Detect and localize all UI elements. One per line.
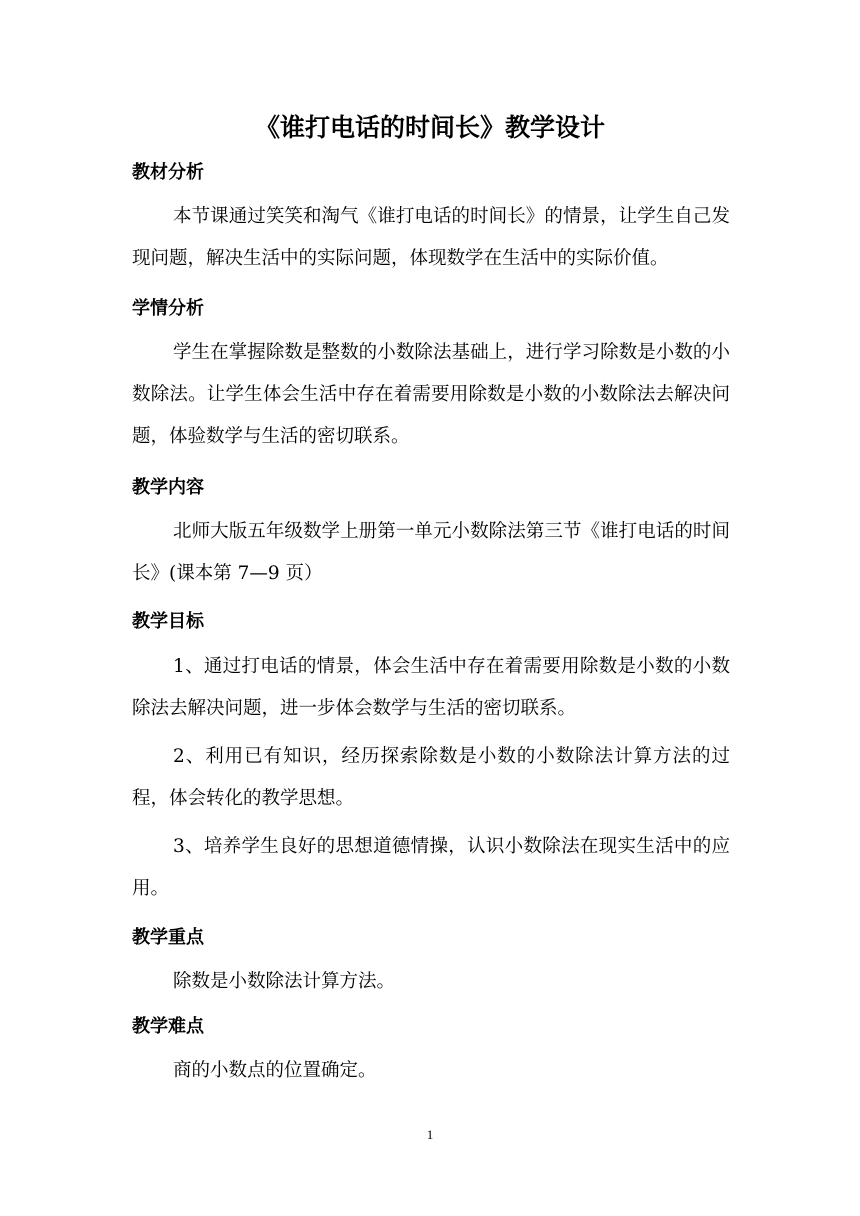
- section-heading-teaching-objectives: 教学目标: [132, 611, 204, 632]
- paragraph-difficult-points: 商的小数点的位置确定。: [173, 1060, 377, 1081]
- section-heading-materials-analysis: 教材分析: [132, 162, 204, 183]
- paragraph-student-analysis: 学生在掌握除数是整数的小数除法基础上，进行学习除数是小数的小数除法。让学生体会生活中存在着需要用除数是小数的小数除法去解决问题，体验数学与生活的密切联系。: [132, 342, 730, 447]
- paragraph-objective-3: 3、培养学生良好的思想道德情操，认识小数除法在现实生活中的应用。: [132, 836, 730, 899]
- paragraph-objective-2: 2、利用已有知识，经历探索除数是小数的小数除法计算方法的过程，体会转化的教学思想。: [132, 746, 730, 809]
- page-number: 1: [426, 1127, 434, 1142]
- paragraph-teaching-content: 北师大版五年级数学上册第一单元小数除法第三节《谁打电话的时间长》(课本第 7—9 页）: [132, 521, 730, 584]
- section-heading-key-points: 教学重点: [132, 927, 204, 948]
- paragraph-key-points: 除数是小数除法计算方法。: [173, 971, 396, 992]
- section-heading-difficult-points: 教学难点: [132, 1016, 204, 1037]
- document-title: 《谁打电话的时间长》教学设计: [254, 113, 605, 142]
- paragraph-materials-analysis: 本节课通过笑笑和淘气《谁打电话的时间长》的情景，让学生自己发现问题，解决生活中的实际问题，体现数学在生活中的实际价值。: [132, 206, 730, 269]
- section-heading-teaching-content: 教学内容: [132, 477, 204, 498]
- section-heading-student-analysis: 学情分析: [132, 298, 204, 319]
- paragraph-objective-1: 1、通过打电话的情景，体会生活中存在着需要用除数是小数的小数除法去解决问题，进一步体会数学与生活的密切联系。: [132, 656, 730, 719]
